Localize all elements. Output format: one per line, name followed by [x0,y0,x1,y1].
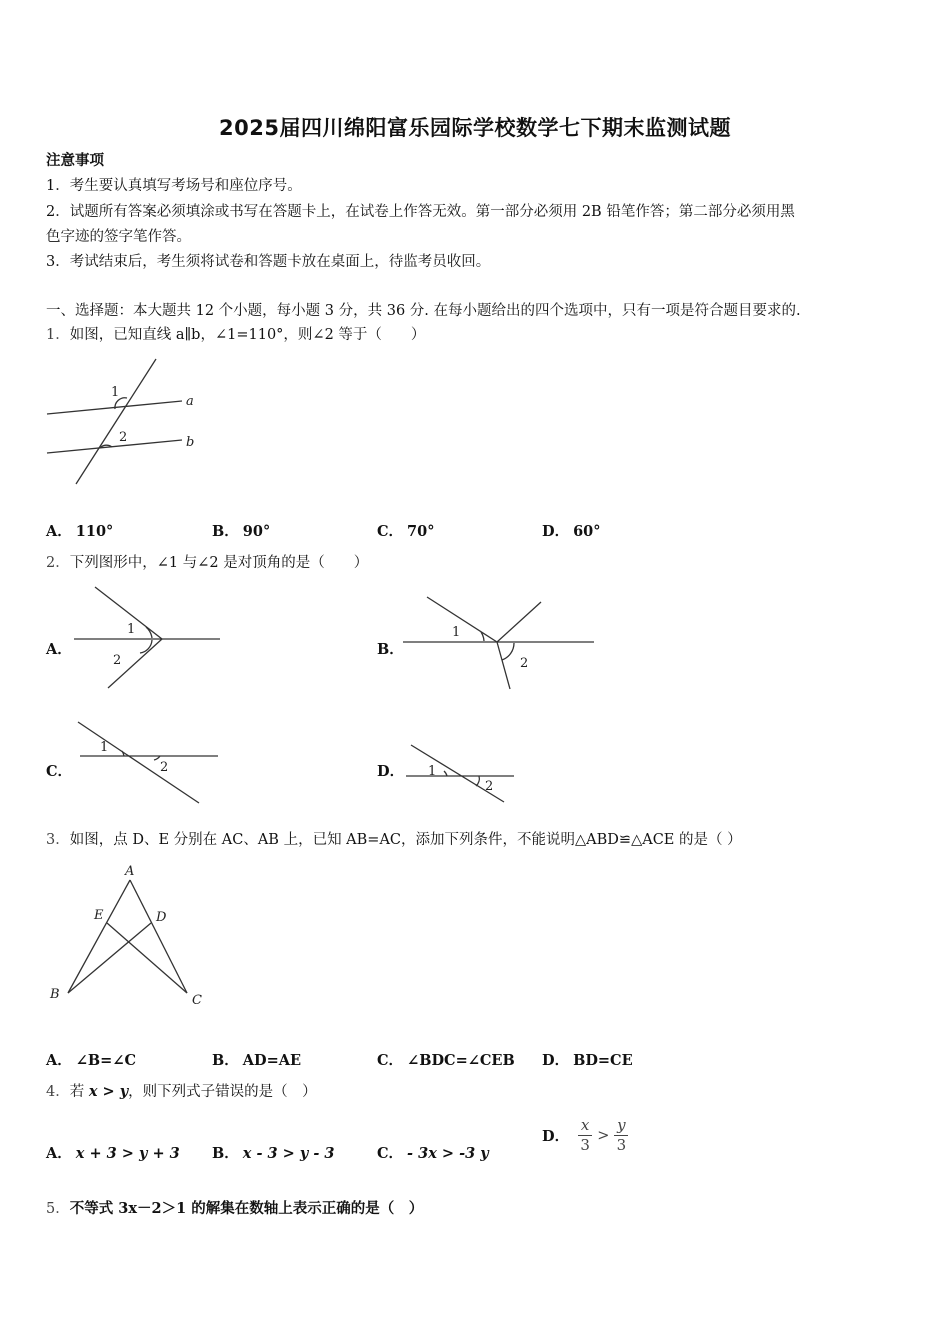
question-number: 1． [46,327,70,343]
svg-text:D: D [156,910,167,925]
question-number: 2． [46,555,70,571]
q2-option-a[interactable]: A． [46,641,72,658]
q3-option-b[interactable]: B． AD=AE [212,1052,302,1069]
q4-option-a[interactable]: A． x + 3 > y + 3 [46,1145,180,1162]
svg-text:2: 2 [485,779,494,794]
page-title: 2025届四川绵阳富乐园际学校数学七下期末监测试题 [219,116,731,140]
question-number: 3． [46,832,70,848]
q1-option-c[interactable]: C． 70° [377,523,435,540]
label-b: b [186,435,195,450]
label-2: 2 [119,430,128,445]
condition: x > y [88,1083,129,1100]
q4-option-c[interactable]: C． - 3x > -3 y [377,1145,489,1162]
q4-option-d[interactable]: D． $\frac{x}{3}$ > $\frac{y}{3}$ [542,1117,628,1154]
svg-text:1: 1 [452,625,461,640]
svg-text:B: B [50,987,60,1002]
fraction-x-3: $\frac{x}{3}$ [578,1117,592,1154]
question-text: 不等式 3x－2＞1 的解集在数轴上表示正确的是（ ） [69,1200,424,1217]
svg-text:1: 1 [428,764,437,779]
q2-option-c[interactable]: C． [46,763,73,780]
q3-option-c[interactable]: C． ∠BDC=∠CEB [377,1052,515,1069]
question-text: 下列图形中，∠1 与∠2 是对顶角的是（ ） [69,555,369,571]
label-a: a [186,394,194,409]
notice-heading: 注意事项 [46,152,104,169]
svg-text:E: E [94,908,104,923]
svg-text:2: 2 [520,656,529,671]
svg-text:2: 2 [113,653,122,668]
q3-option-a[interactable]: A． ∠B=∠C [46,1052,137,1069]
svg-text:1: 1 [127,622,136,637]
question-number: 4． [46,1084,70,1100]
q4-option-b[interactable]: B． x - 3 > y - 3 [212,1145,335,1162]
notice-item-3: 3．考试结束后，考生须将试卷和答题卡放在桌面上，待监考员收回。 [46,254,491,270]
svg-text:1: 1 [100,740,109,755]
q1-option-d[interactable]: D． 60° [542,523,601,540]
question-text: 如图，已知直线 a∥b，∠1=110°，则∠2 等于（ ） [69,327,426,343]
svg-text:2: 2 [160,760,169,775]
question-number: 5． [46,1201,70,1217]
q2-option-d[interactable]: D． [377,763,405,780]
q1-option-a[interactable]: A． 110° [46,523,114,540]
notice-item-2: 2．试题所有答案必须填涂或书写在答题卡上，在试卷上作答无效。第一部分必须用 2B 铅笔作答；第二部分必须用黑 [46,204,795,220]
question-text: 如图，点 D、E 分别在 AC、AB 上，已知 AB=AC，添加下列条件，不能说明△ABD≌△ACE 的是（ ） [69,832,742,848]
q1-option-b[interactable]: B． 90° [212,523,271,540]
question-5 [46,1196,423,1222]
fraction-y-3: $\frac{y}{3}$ [614,1117,628,1154]
q2-option-b[interactable]: B． [377,641,404,658]
question-4: 4．若 x > y，则下列式子错误的是（ ） [46,1083,317,1100]
section-heading: 一、选择题：本大题共 12 个小题，每小题 3 分，共 36 分. 在每小题给出的四个选项中，只有一项是符合题目要求的. [46,303,801,319]
q3-option-d[interactable]: D． BD=CE [542,1052,633,1069]
notice-item-2-cont: 色字迹的签字笔作答。 [46,229,191,245]
notice-item-1: 1．考生要认真填写考场号和座位序号。 [46,178,302,194]
label-1: 1 [111,385,120,400]
svg-text:A: A [125,864,135,879]
svg-text:C: C [192,993,202,1008]
